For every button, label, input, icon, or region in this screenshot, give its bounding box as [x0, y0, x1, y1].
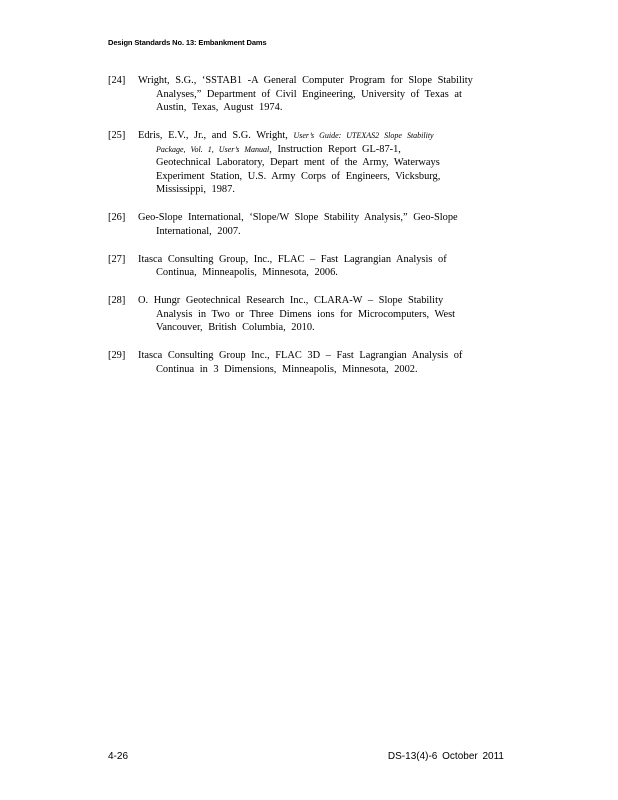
reference-item — [108, 294, 498, 335]
reference-line: Vancouver, British Columbia, 2010. — [156, 322, 315, 333]
reference-title-italic: Package, Vol. 1, User’s Manual — [156, 144, 270, 154]
reference-text — [138, 129, 498, 197]
reference-line: Austin, Texas, August 1974. — [156, 102, 283, 113]
reference-report: , Instruction Report GL-87-1, — [269, 143, 401, 155]
reference-line: Analyses,” Department of Civil Engineering, University of Texas at — [156, 88, 462, 100]
reference-line: O. Hungr Geotechnical Research Inc., CLARA-W – Slope Stability — [138, 295, 444, 306]
running-header: Design Standards No. 13: Embankment Dams — [108, 38, 267, 47]
reference-line: International, 2007. — [156, 225, 241, 237]
reference-item — [108, 211, 498, 238]
reference-line: Wright, S.G., ‘SSTAB1 -A General Computer Program for Slope Stability — [138, 75, 473, 86]
reference-item — [108, 349, 498, 376]
reference-item — [108, 74, 498, 115]
reference-line — [138, 129, 498, 143]
reference-item — [108, 129, 498, 197]
reference-text — [138, 349, 498, 376]
reference-text — [138, 253, 498, 280]
reference-line: Itasca Consulting Group Inc., FLAC 3D – Fast Lagrangian Analysis of — [138, 350, 463, 361]
reference-number: [25] — [108, 130, 126, 141]
reference-title-italic: User’s Guide: UTEXAS2 Slope Stability — [293, 131, 434, 140]
page-number: 4-26 — [108, 751, 129, 762]
reference-line: Geotechnical Laboratory, Depart ment of the Army, Waterways — [156, 157, 440, 168]
reference-list — [108, 74, 498, 391]
reference-number: [27] — [108, 253, 126, 265]
reference-number: [28] — [108, 295, 126, 306]
reference-line: Analysis in Two or Three Dimens ions for Microcomputers, West — [156, 308, 456, 320]
reference-line: Itasca Consulting Group, Inc., FLAC – Fast Lagrangian Analysis of — [138, 253, 447, 265]
reference-text — [138, 74, 498, 115]
reference-line: Continua, Minneapolis, Minnesota, 2006. — [156, 267, 338, 278]
reference-line: Experiment Station, U.S. Army Corps of Engineers, Vicksburg, — [156, 170, 441, 182]
reference-item — [108, 253, 498, 280]
reference-number: [29] — [108, 350, 126, 361]
document-id: DS-13(4)-6 October 2011 — [387, 751, 504, 762]
reference-line: Geo-Slope International, ‘Slope/W Slope Stability Analysis,” Geo-Slope — [138, 212, 458, 223]
reference-line: Mississippi, 1987. — [156, 184, 235, 195]
reference-number: [26] — [108, 212, 126, 223]
reference-line: Continua in 3 Dimensions, Minneapolis, Minnesota, 2002. — [156, 363, 418, 375]
reference-text — [138, 211, 498, 238]
reference-line — [138, 143, 498, 157]
reference-authors: Edris, E.V., Jr., and S.G. Wright, — [138, 130, 288, 141]
reference-text — [138, 294, 498, 335]
reference-number: [24] — [108, 75, 126, 86]
